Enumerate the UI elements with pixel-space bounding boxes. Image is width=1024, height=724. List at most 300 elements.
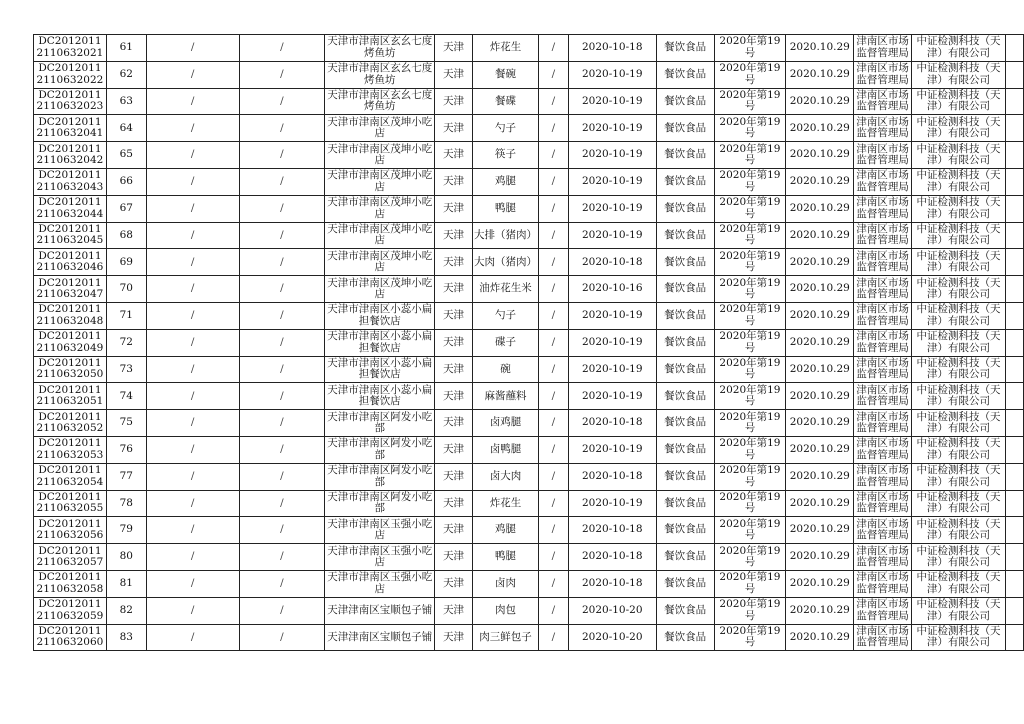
food-name-cell: 卤肉 <box>473 570 539 597</box>
manufacturer-address-cell: / <box>239 35 325 62</box>
region-cell: 天津 <box>435 463 473 490</box>
sampled-unit-cell: 天津市津南区玄幺七度烤鱼坊 <box>325 35 435 62</box>
task-agency-cell: 津南区市场监督管理局 <box>854 142 912 169</box>
sequence-number-cell: 65 <box>106 142 146 169</box>
food-category-cell: 餐饮食品 <box>656 302 714 329</box>
manufacturer-name-cell: / <box>146 356 239 383</box>
table-row <box>34 490 1024 517</box>
food-name-cell: 肉包 <box>473 597 539 624</box>
sample-id-cell: DC20120112110632021 <box>34 35 107 62</box>
manufacturer-address-cell: / <box>239 436 325 463</box>
sampled-unit-cell: 天津市津南区茂坤小吃店 <box>325 168 435 195</box>
production-date-cell: 2020-10-18 <box>568 249 656 276</box>
testing-lab-cell: 中证检测科技（天津）有限公司 <box>912 142 1006 169</box>
region-cell: 天津 <box>435 570 473 597</box>
region-cell: 天津 <box>435 302 473 329</box>
sampled-unit-cell: 天津市津南区茂坤小吃店 <box>325 115 435 142</box>
sequence-number-cell: 69 <box>106 249 146 276</box>
sequence-number-cell: 76 <box>106 436 146 463</box>
sample-id-cell: DC20120112110632056 <box>34 517 107 544</box>
manufacturer-address-cell: / <box>239 544 325 571</box>
specification-cell: / <box>538 436 568 463</box>
region-cell: 天津 <box>435 35 473 62</box>
table-row <box>34 142 1024 169</box>
manufacturer-name-cell: / <box>146 329 239 356</box>
testing-lab-cell: 中证检测科技（天津）有限公司 <box>912 35 1006 62</box>
notice-number-cell: 2020年第19号 <box>714 517 786 544</box>
remarks-cell <box>1005 463 1023 490</box>
production-date-cell: 2020-10-19 <box>568 61 656 88</box>
publish-date-cell: 2020.10.29 <box>786 410 854 437</box>
production-date-cell: 2020-10-19 <box>568 142 656 169</box>
task-agency-cell: 津南区市场监督管理局 <box>854 624 912 651</box>
sample-id-cell: DC20120112110632054 <box>34 463 107 490</box>
notice-number-cell: 2020年第19号 <box>714 383 786 410</box>
task-agency-cell: 津南区市场监督管理局 <box>854 168 912 195</box>
production-date-cell: 2020-10-19 <box>568 329 656 356</box>
food-category-cell: 餐饮食品 <box>656 490 714 517</box>
task-agency-cell: 津南区市场监督管理局 <box>854 570 912 597</box>
production-date-cell: 2020-10-18 <box>568 463 656 490</box>
sampled-unit-cell: 天津市津南区阿发小吃部 <box>325 436 435 463</box>
notice-number-cell: 2020年第19号 <box>714 570 786 597</box>
remarks-cell <box>1005 356 1023 383</box>
sample-id-cell: DC20120112110632055 <box>34 490 107 517</box>
publish-date-cell: 2020.10.29 <box>786 463 854 490</box>
remarks-cell <box>1005 410 1023 437</box>
task-agency-cell: 津南区市场监督管理局 <box>854 517 912 544</box>
sampled-unit-cell: 天津市津南区玄幺七度烤鱼坊 <box>325 61 435 88</box>
table-row <box>34 544 1024 571</box>
sequence-number-cell: 75 <box>106 410 146 437</box>
sampled-unit-cell: 天津市津南区茂坤小吃店 <box>325 195 435 222</box>
publish-date-cell: 2020.10.29 <box>786 544 854 571</box>
manufacturer-address-cell: / <box>239 463 325 490</box>
specification-cell: / <box>538 383 568 410</box>
publish-date-cell: 2020.10.29 <box>786 249 854 276</box>
task-agency-cell: 津南区市场监督管理局 <box>854 249 912 276</box>
publish-date-cell: 2020.10.29 <box>786 383 854 410</box>
publish-date-cell: 2020.10.29 <box>786 436 854 463</box>
region-cell: 天津 <box>435 490 473 517</box>
testing-lab-cell: 中证检测科技（天津）有限公司 <box>912 436 1006 463</box>
region-cell: 天津 <box>435 142 473 169</box>
notice-number-cell: 2020年第19号 <box>714 356 786 383</box>
publish-date-cell: 2020.10.29 <box>786 222 854 249</box>
region-cell: 天津 <box>435 329 473 356</box>
manufacturer-address-cell: / <box>239 356 325 383</box>
notice-number-cell: 2020年第19号 <box>714 222 786 249</box>
sample-id-cell: DC20120112110632059 <box>34 597 107 624</box>
table-row <box>34 570 1024 597</box>
production-date-cell: 2020-10-18 <box>568 570 656 597</box>
sample-id-cell: DC20120112110632052 <box>34 410 107 437</box>
sequence-number-cell: 68 <box>106 222 146 249</box>
manufacturer-name-cell: / <box>146 517 239 544</box>
specification-cell: / <box>538 302 568 329</box>
sample-id-cell: DC20120112110632058 <box>34 570 107 597</box>
food-category-cell: 餐饮食品 <box>656 329 714 356</box>
manufacturer-name-cell: / <box>146 88 239 115</box>
testing-lab-cell: 中证检测科技（天津）有限公司 <box>912 356 1006 383</box>
task-agency-cell: 津南区市场监督管理局 <box>854 302 912 329</box>
sample-id-cell: DC20120112110632023 <box>34 88 107 115</box>
table-row <box>34 436 1024 463</box>
publish-date-cell: 2020.10.29 <box>786 597 854 624</box>
manufacturer-address-cell: / <box>239 249 325 276</box>
notice-number-cell: 2020年第19号 <box>714 329 786 356</box>
table-row <box>34 410 1024 437</box>
food-category-cell: 餐饮食品 <box>656 195 714 222</box>
task-agency-cell: 津南区市场监督管理局 <box>854 222 912 249</box>
production-date-cell: 2020-10-19 <box>568 115 656 142</box>
manufacturer-address-cell: / <box>239 329 325 356</box>
production-date-cell: 2020-10-19 <box>568 383 656 410</box>
production-date-cell: 2020-10-19 <box>568 168 656 195</box>
remarks-cell <box>1005 222 1023 249</box>
food-name-cell: 碟子 <box>473 329 539 356</box>
food-category-cell: 餐饮食品 <box>656 115 714 142</box>
publish-date-cell: 2020.10.29 <box>786 329 854 356</box>
food-name-cell: 筷子 <box>473 142 539 169</box>
specification-cell: / <box>538 490 568 517</box>
manufacturer-name-cell: / <box>146 276 239 303</box>
manufacturer-name-cell: / <box>146 463 239 490</box>
food-name-cell: 勺子 <box>473 302 539 329</box>
sample-id-cell: DC20120112110632051 <box>34 383 107 410</box>
notice-number-cell: 2020年第19号 <box>714 544 786 571</box>
remarks-cell <box>1005 115 1023 142</box>
food-name-cell: 卤鸭腿 <box>473 436 539 463</box>
notice-number-cell: 2020年第19号 <box>714 115 786 142</box>
notice-number-cell: 2020年第19号 <box>714 490 786 517</box>
sampled-unit-cell: 天津津南区宝顺包子铺 <box>325 624 435 651</box>
table-row <box>34 517 1024 544</box>
food-name-cell: 炸花生 <box>473 35 539 62</box>
food-category-cell: 餐饮食品 <box>656 222 714 249</box>
production-date-cell: 2020-10-19 <box>568 195 656 222</box>
table-row <box>34 276 1024 303</box>
table-row <box>34 35 1024 62</box>
notice-number-cell: 2020年第19号 <box>714 624 786 651</box>
region-cell: 天津 <box>435 624 473 651</box>
remarks-cell <box>1005 142 1023 169</box>
notice-number-cell: 2020年第19号 <box>714 142 786 169</box>
remarks-cell <box>1005 35 1023 62</box>
manufacturer-address-cell: / <box>239 276 325 303</box>
specification-cell: / <box>538 356 568 383</box>
sample-id-cell: DC20120112110632022 <box>34 61 107 88</box>
table-body <box>34 35 1024 651</box>
task-agency-cell: 津南区市场监督管理局 <box>854 88 912 115</box>
table-row <box>34 624 1024 651</box>
sampled-unit-cell: 天津市津南区玉强小吃店 <box>325 570 435 597</box>
sequence-number-cell: 62 <box>106 61 146 88</box>
food-name-cell: 肉三鲜包子 <box>473 624 539 651</box>
table-row <box>34 195 1024 222</box>
testing-lab-cell: 中证检测科技（天津）有限公司 <box>912 329 1006 356</box>
region-cell: 天津 <box>435 356 473 383</box>
testing-lab-cell: 中证检测科技（天津）有限公司 <box>912 302 1006 329</box>
publish-date-cell: 2020.10.29 <box>786 517 854 544</box>
testing-lab-cell: 中证检测科技（天津）有限公司 <box>912 61 1006 88</box>
publish-date-cell: 2020.10.29 <box>786 35 854 62</box>
sample-id-cell: DC20120112110632048 <box>34 302 107 329</box>
manufacturer-address-cell: / <box>239 142 325 169</box>
testing-lab-cell: 中证检测科技（天津）有限公司 <box>912 410 1006 437</box>
testing-lab-cell: 中证检测科技（天津）有限公司 <box>912 383 1006 410</box>
table-row <box>34 222 1024 249</box>
food-category-cell: 餐饮食品 <box>656 249 714 276</box>
publish-date-cell: 2020.10.29 <box>786 195 854 222</box>
sequence-number-cell: 66 <box>106 168 146 195</box>
remarks-cell <box>1005 61 1023 88</box>
publish-date-cell: 2020.10.29 <box>786 115 854 142</box>
remarks-cell <box>1005 624 1023 651</box>
sample-id-cell: DC20120112110632045 <box>34 222 107 249</box>
sequence-number-cell: 81 <box>106 570 146 597</box>
sequence-number-cell: 67 <box>106 195 146 222</box>
manufacturer-address-cell: / <box>239 570 325 597</box>
specification-cell: / <box>538 597 568 624</box>
publish-date-cell: 2020.10.29 <box>786 142 854 169</box>
food-name-cell: 大排（猪肉） <box>473 222 539 249</box>
remarks-cell <box>1005 436 1023 463</box>
table-row <box>34 168 1024 195</box>
sampled-unit-cell: 天津市津南区茂坤小吃店 <box>325 142 435 169</box>
sampled-unit-cell: 天津市津南区阿发小吃部 <box>325 463 435 490</box>
food-category-cell: 餐饮食品 <box>656 61 714 88</box>
task-agency-cell: 津南区市场监督管理局 <box>854 276 912 303</box>
food-category-cell: 餐饮食品 <box>656 356 714 383</box>
manufacturer-name-cell: / <box>146 142 239 169</box>
region-cell: 天津 <box>435 88 473 115</box>
food-name-cell: 卤鸡腿 <box>473 410 539 437</box>
testing-lab-cell: 中证检测科技（天津）有限公司 <box>912 570 1006 597</box>
production-date-cell: 2020-10-19 <box>568 88 656 115</box>
task-agency-cell: 津南区市场监督管理局 <box>854 383 912 410</box>
testing-lab-cell: 中证检测科技（天津）有限公司 <box>912 276 1006 303</box>
region-cell: 天津 <box>435 544 473 571</box>
task-agency-cell: 津南区市场监督管理局 <box>854 436 912 463</box>
task-agency-cell: 津南区市场监督管理局 <box>854 61 912 88</box>
specification-cell: / <box>538 142 568 169</box>
region-cell: 天津 <box>435 517 473 544</box>
task-agency-cell: 津南区市场监督管理局 <box>854 356 912 383</box>
food-category-cell: 餐饮食品 <box>656 624 714 651</box>
sequence-number-cell: 64 <box>106 115 146 142</box>
task-agency-cell: 津南区市场监督管理局 <box>854 195 912 222</box>
specification-cell: / <box>538 276 568 303</box>
sample-id-cell: DC20120112110632060 <box>34 624 107 651</box>
specification-cell: / <box>538 624 568 651</box>
publish-date-cell: 2020.10.29 <box>786 490 854 517</box>
sample-id-cell: DC20120112110632049 <box>34 329 107 356</box>
notice-number-cell: 2020年第19号 <box>714 436 786 463</box>
food-name-cell: 炸花生 <box>473 490 539 517</box>
region-cell: 天津 <box>435 383 473 410</box>
manufacturer-address-cell: / <box>239 195 325 222</box>
manufacturer-name-cell: / <box>146 436 239 463</box>
food-category-cell: 餐饮食品 <box>656 597 714 624</box>
manufacturer-address-cell: / <box>239 115 325 142</box>
production-date-cell: 2020-10-20 <box>568 624 656 651</box>
notice-number-cell: 2020年第19号 <box>714 195 786 222</box>
food-category-cell: 餐饮食品 <box>656 142 714 169</box>
manufacturer-address-cell: / <box>239 410 325 437</box>
specification-cell: / <box>538 410 568 437</box>
region-cell: 天津 <box>435 168 473 195</box>
remarks-cell <box>1005 597 1023 624</box>
specification-cell: / <box>538 329 568 356</box>
manufacturer-address-cell: / <box>239 624 325 651</box>
publish-date-cell: 2020.10.29 <box>786 168 854 195</box>
table-row <box>34 329 1024 356</box>
manufacturer-name-cell: / <box>146 35 239 62</box>
sampled-unit-cell: 天津市津南区小蕊小扁担餐饮店 <box>325 356 435 383</box>
task-agency-cell: 津南区市场监督管理局 <box>854 410 912 437</box>
food-name-cell: 大肉（猪肉） <box>473 249 539 276</box>
manufacturer-name-cell: / <box>146 410 239 437</box>
manufacturer-name-cell: / <box>146 570 239 597</box>
food-name-cell: 鸡腿 <box>473 517 539 544</box>
manufacturer-name-cell: / <box>146 195 239 222</box>
publish-date-cell: 2020.10.29 <box>786 570 854 597</box>
food-category-cell: 餐饮食品 <box>656 410 714 437</box>
task-agency-cell: 津南区市场监督管理局 <box>854 544 912 571</box>
specification-cell: / <box>538 570 568 597</box>
specification-cell: / <box>538 168 568 195</box>
sequence-number-cell: 73 <box>106 356 146 383</box>
task-agency-cell: 津南区市场监督管理局 <box>854 490 912 517</box>
food-name-cell: 油炸花生米 <box>473 276 539 303</box>
table-row <box>34 302 1024 329</box>
sample-id-cell: DC20120112110632044 <box>34 195 107 222</box>
notice-number-cell: 2020年第19号 <box>714 302 786 329</box>
manufacturer-address-cell: / <box>239 383 325 410</box>
production-date-cell: 2020-10-18 <box>568 410 656 437</box>
task-agency-cell: 津南区市场监督管理局 <box>854 463 912 490</box>
testing-lab-cell: 中证检测科技（天津）有限公司 <box>912 222 1006 249</box>
task-agency-cell: 津南区市场监督管理局 <box>854 597 912 624</box>
testing-lab-cell: 中证检测科技（天津）有限公司 <box>912 463 1006 490</box>
table-row <box>34 356 1024 383</box>
specification-cell: / <box>538 463 568 490</box>
production-date-cell: 2020-10-19 <box>568 222 656 249</box>
testing-lab-cell: 中证检测科技（天津）有限公司 <box>912 624 1006 651</box>
notice-number-cell: 2020年第19号 <box>714 35 786 62</box>
manufacturer-name-cell: / <box>146 115 239 142</box>
remarks-cell <box>1005 168 1023 195</box>
manufacturer-address-cell: / <box>239 88 325 115</box>
sampled-unit-cell: 天津市津南区阿发小吃部 <box>325 490 435 517</box>
remarks-cell <box>1005 276 1023 303</box>
table-row <box>34 597 1024 624</box>
testing-lab-cell: 中证检测科技（天津）有限公司 <box>912 115 1006 142</box>
sequence-number-cell: 72 <box>106 329 146 356</box>
manufacturer-address-cell: / <box>239 61 325 88</box>
remarks-cell <box>1005 195 1023 222</box>
food-name-cell: 卤大肉 <box>473 463 539 490</box>
specification-cell: / <box>538 249 568 276</box>
food-name-cell: 勺子 <box>473 115 539 142</box>
table-row <box>34 249 1024 276</box>
notice-number-cell: 2020年第19号 <box>714 88 786 115</box>
specification-cell: / <box>538 61 568 88</box>
testing-lab-cell: 中证检测科技（天津）有限公司 <box>912 249 1006 276</box>
food-category-cell: 餐饮食品 <box>656 517 714 544</box>
table-row <box>34 61 1024 88</box>
specification-cell: / <box>538 517 568 544</box>
sequence-number-cell: 71 <box>106 302 146 329</box>
sampled-unit-cell: 天津市津南区玉强小吃店 <box>325 544 435 571</box>
manufacturer-name-cell: / <box>146 624 239 651</box>
sampled-unit-cell: 天津市津南区小蕊小扁担餐饮店 <box>325 383 435 410</box>
production-date-cell: 2020-10-20 <box>568 597 656 624</box>
task-agency-cell: 津南区市场监督管理局 <box>854 329 912 356</box>
specification-cell: / <box>538 88 568 115</box>
region-cell: 天津 <box>435 249 473 276</box>
region-cell: 天津 <box>435 61 473 88</box>
notice-number-cell: 2020年第19号 <box>714 249 786 276</box>
publish-date-cell: 2020.10.29 <box>786 276 854 303</box>
manufacturer-name-cell: / <box>146 61 239 88</box>
manufacturer-name-cell: / <box>146 168 239 195</box>
remarks-cell <box>1005 249 1023 276</box>
sequence-number-cell: 83 <box>106 624 146 651</box>
publish-date-cell: 2020.10.29 <box>786 88 854 115</box>
region-cell: 天津 <box>435 115 473 142</box>
remarks-cell <box>1005 517 1023 544</box>
publish-date-cell: 2020.10.29 <box>786 624 854 651</box>
food-category-cell: 餐饮食品 <box>656 570 714 597</box>
sample-id-cell: DC20120112110632050 <box>34 356 107 383</box>
specification-cell: / <box>538 195 568 222</box>
manufacturer-name-cell: / <box>146 222 239 249</box>
manufacturer-address-cell: / <box>239 222 325 249</box>
notice-number-cell: 2020年第19号 <box>714 463 786 490</box>
remarks-cell <box>1005 383 1023 410</box>
sample-id-cell: DC20120112110632053 <box>34 436 107 463</box>
remarks-cell <box>1005 302 1023 329</box>
remarks-cell <box>1005 490 1023 517</box>
sample-id-cell: DC20120112110632046 <box>34 249 107 276</box>
testing-lab-cell: 中证检测科技（天津）有限公司 <box>912 517 1006 544</box>
sampled-unit-cell: 天津市津南区小蕊小扁担餐饮店 <box>325 302 435 329</box>
manufacturer-address-cell: / <box>239 597 325 624</box>
food-category-cell: 餐饮食品 <box>656 383 714 410</box>
food-category-cell: 餐饮食品 <box>656 436 714 463</box>
manufacturer-address-cell: / <box>239 517 325 544</box>
testing-lab-cell: 中证检测科技（天津）有限公司 <box>912 544 1006 571</box>
notice-number-cell: 2020年第19号 <box>714 410 786 437</box>
sampled-unit-cell: 天津市津南区茂坤小吃店 <box>325 276 435 303</box>
notice-number-cell: 2020年第19号 <box>714 61 786 88</box>
food-name-cell: 鸭腿 <box>473 195 539 222</box>
production-date-cell: 2020-10-19 <box>568 490 656 517</box>
notice-number-cell: 2020年第19号 <box>714 597 786 624</box>
specification-cell: / <box>538 115 568 142</box>
specification-cell: / <box>538 35 568 62</box>
testing-lab-cell: 中证检测科技（天津）有限公司 <box>912 490 1006 517</box>
task-agency-cell: 津南区市场监督管理局 <box>854 35 912 62</box>
manufacturer-name-cell: / <box>146 490 239 517</box>
region-cell: 天津 <box>435 222 473 249</box>
testing-lab-cell: 中证检测科技（天津）有限公司 <box>912 168 1006 195</box>
table-row <box>34 88 1024 115</box>
task-agency-cell: 津南区市场监督管理局 <box>854 115 912 142</box>
manufacturer-address-cell: / <box>239 302 325 329</box>
